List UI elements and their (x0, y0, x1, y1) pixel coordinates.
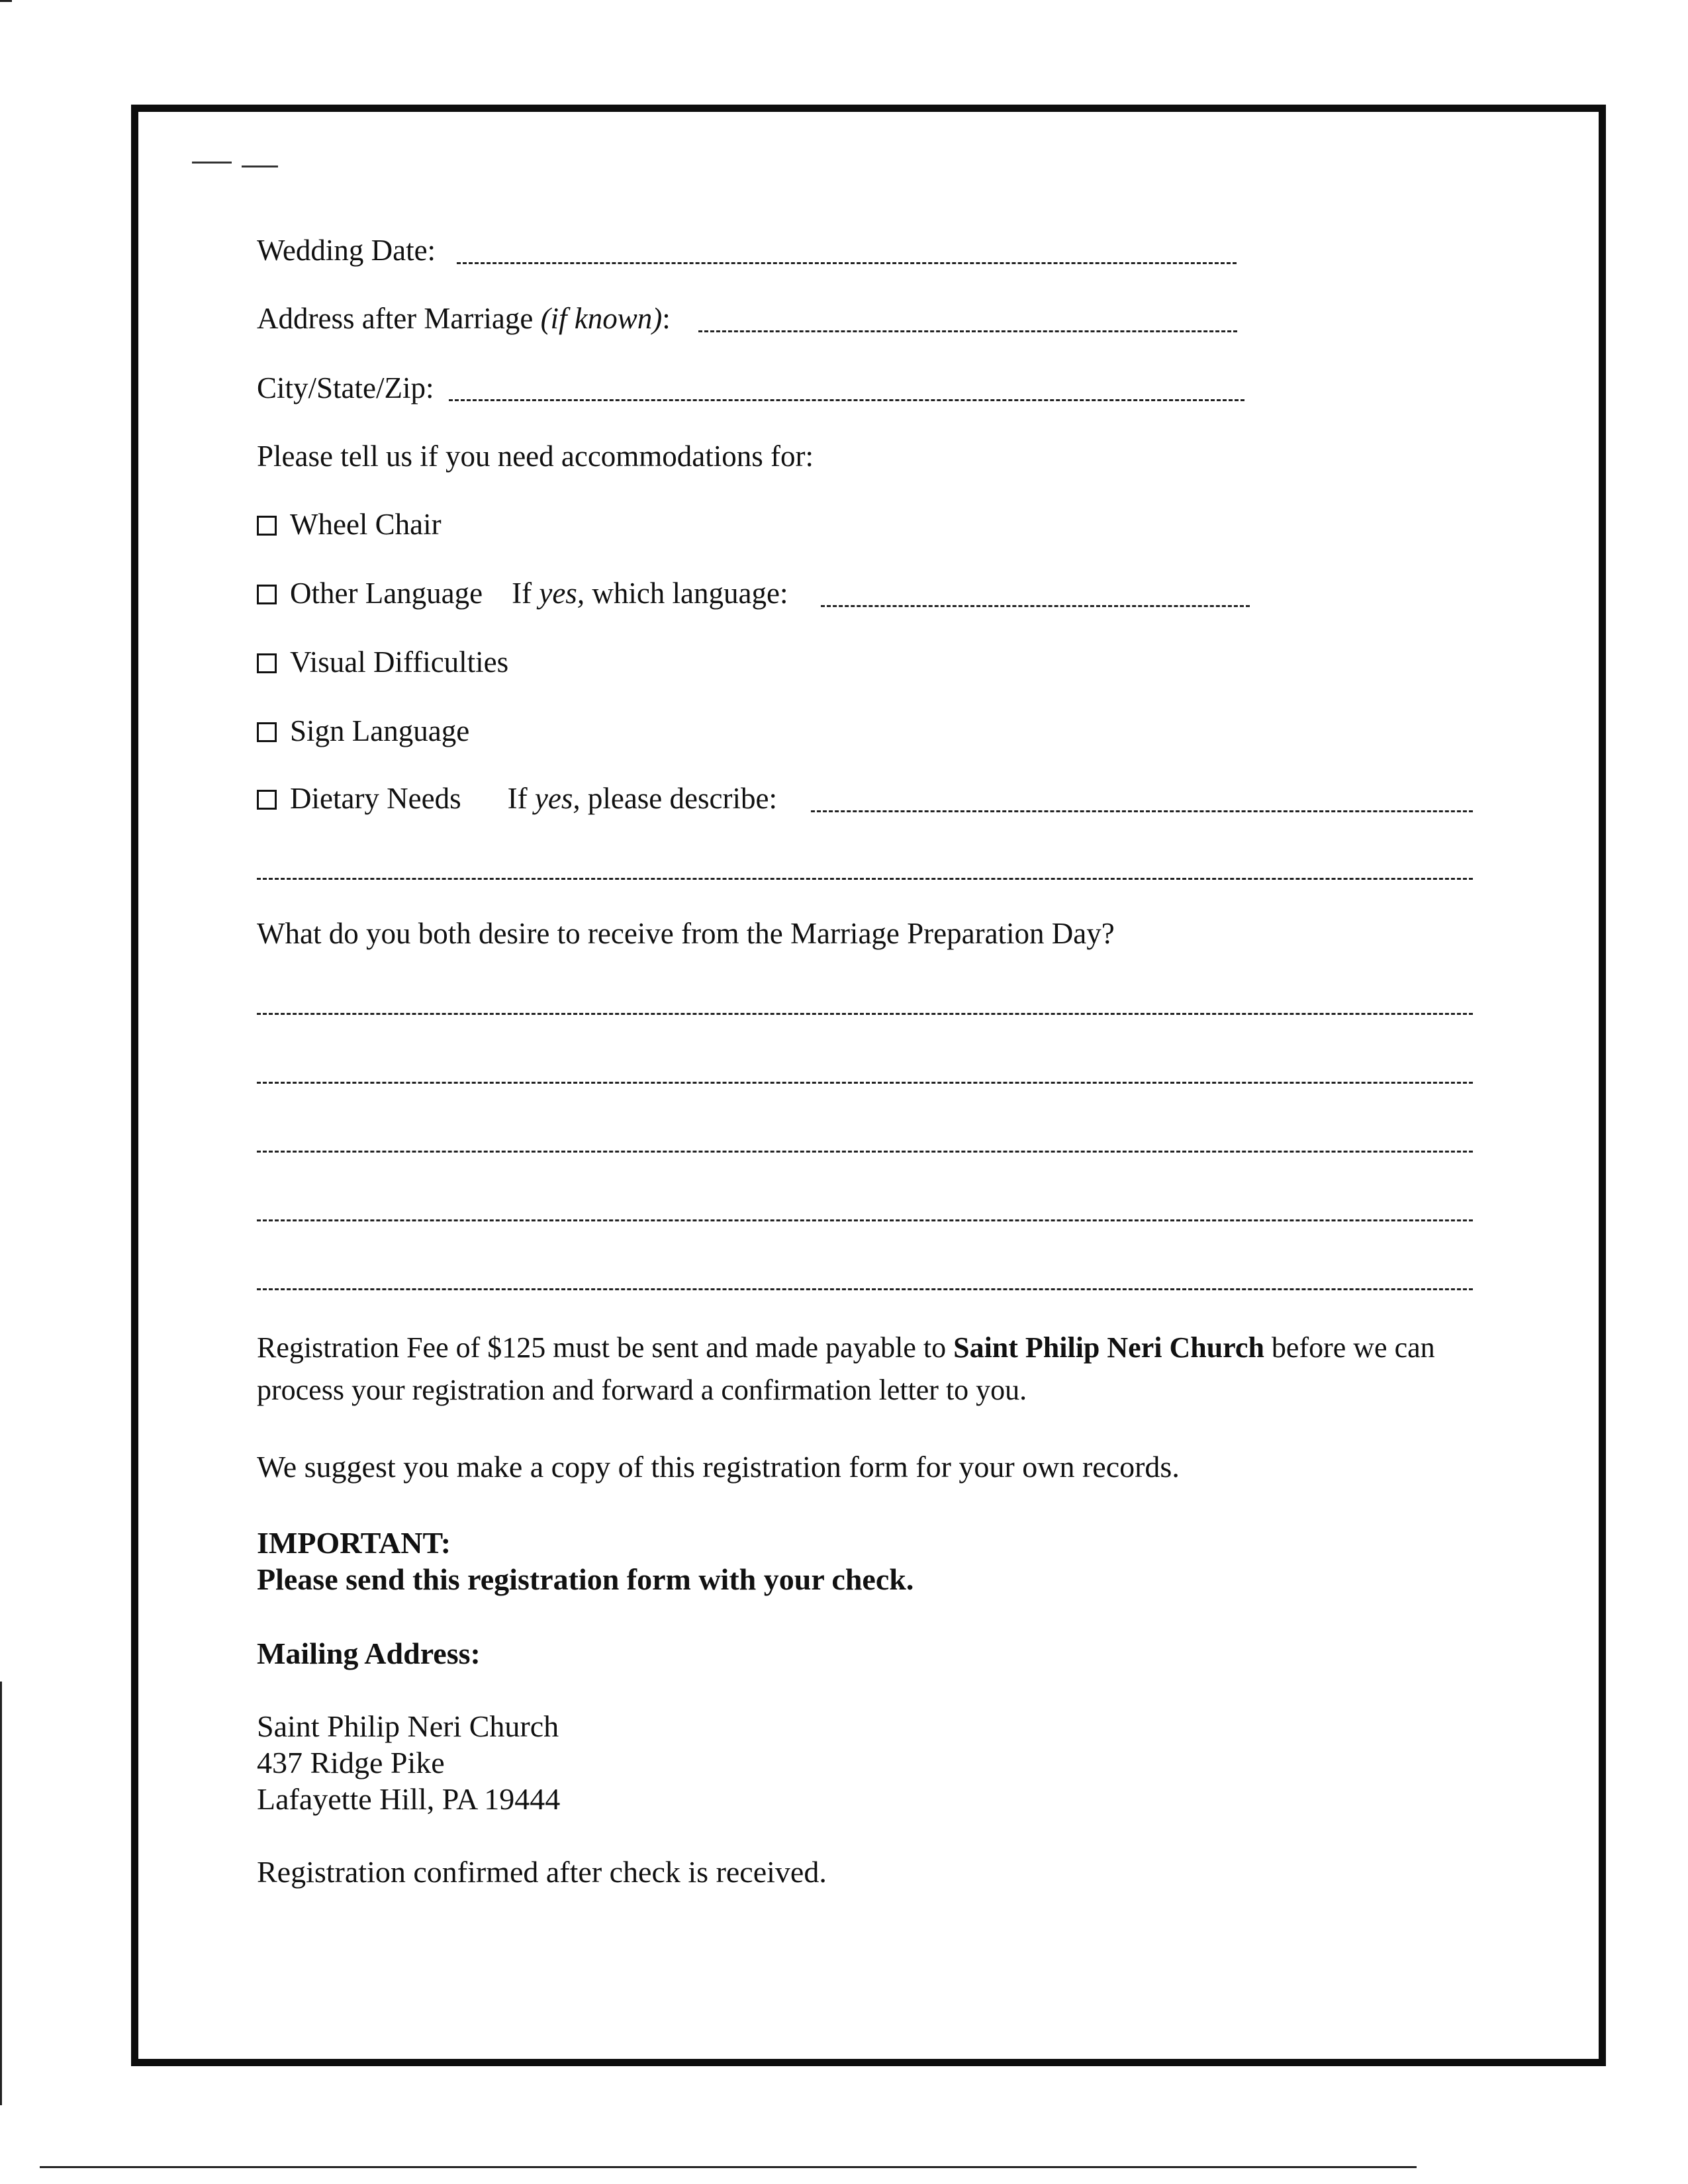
scan-edge-bottom (40, 2166, 1417, 2168)
accommodations-prompt: Please tell us if you need accommodations for: (257, 440, 814, 473)
other-language-option: Other Language If yes, which language: (257, 576, 788, 610)
scan-edge-top-left (0, 0, 12, 2)
sign-language-label: Sign Language (290, 714, 470, 747)
mailing-address-heading: Mailing Address: (257, 1637, 481, 1670)
desire-answer-line-3[interactable] (257, 1151, 1473, 1153)
important-heading: IMPORTANT: (257, 1526, 451, 1560)
mailing-address-line-2: 437 Ridge Pike (257, 1746, 445, 1780)
suggest-copy-text: We suggest you make a copy of this registration form for your own records. (257, 1450, 1180, 1484)
dietary-needs-label: Dietary Needs (290, 782, 461, 815)
important-text: Please send this registration form with your check. (257, 1562, 914, 1596)
dietary-needs-option: Dietary Needs If yes, please describe: (257, 781, 777, 816)
desire-answer-line-5[interactable] (257, 1288, 1473, 1290)
desire-question: What do you both desire to receive from the Marriage Preparation Day? (257, 917, 1115, 950)
address-note: (if known) (540, 302, 663, 335)
wedding-date-field[interactable] (457, 262, 1237, 264)
registration-confirmed-text: Registration confirmed after check is received. (257, 1855, 827, 1889)
wheel-chair-checkbox[interactable] (257, 516, 277, 536)
desire-answer-line-2[interactable] (257, 1082, 1473, 1084)
other-language-label: Other Language (290, 577, 483, 610)
other-language-field[interactable] (821, 605, 1250, 607)
city-state-zip-label: City/State/Zip: (257, 371, 434, 404)
sign-language-option (257, 714, 469, 748)
visual-difficulties-checkbox[interactable] (257, 653, 277, 673)
desire-answer-line-4[interactable] (257, 1219, 1473, 1221)
other-language-checkbox[interactable] (257, 585, 277, 604)
sign-language-checkbox[interactable] (257, 722, 277, 742)
dietary-needs-field-line-2[interactable] (257, 878, 1473, 880)
visual-difficulties-option (257, 645, 508, 679)
church-name-bold: Saint Philip Neri Church (953, 1331, 1264, 1364)
address-after-marriage-field[interactable] (698, 330, 1237, 332)
scan-mark (192, 162, 232, 164)
visual-difficulties-label: Visual Difficulties (290, 645, 509, 679)
dietary-needs-field[interactable] (811, 810, 1473, 812)
address-after-marriage-label: Address after Marriage (if known): (257, 302, 671, 335)
wheel-chair-option (257, 507, 442, 542)
desire-answer-line-1[interactable] (257, 1013, 1473, 1015)
wedding-date-label: Wedding Date: (257, 234, 436, 267)
city-state-zip-field[interactable] (449, 399, 1244, 401)
wheel-chair-label: Wheel Chair (290, 508, 442, 541)
mailing-address-line-1: Saint Philip Neri Church (257, 1709, 559, 1743)
dietary-needs-checkbox[interactable] (257, 790, 277, 810)
mailing-address-line-3: Lafayette Hill, PA 19444 (257, 1782, 561, 1816)
scan-edge-left (0, 1682, 2, 2105)
scan-mark (242, 166, 278, 167)
registration-fee-paragraph: Registration Fee of $125 must be sent and made payable to Saint Philip Neri Church before we can process your registration and forward a confirmation letter to you. (257, 1331, 1435, 1406)
